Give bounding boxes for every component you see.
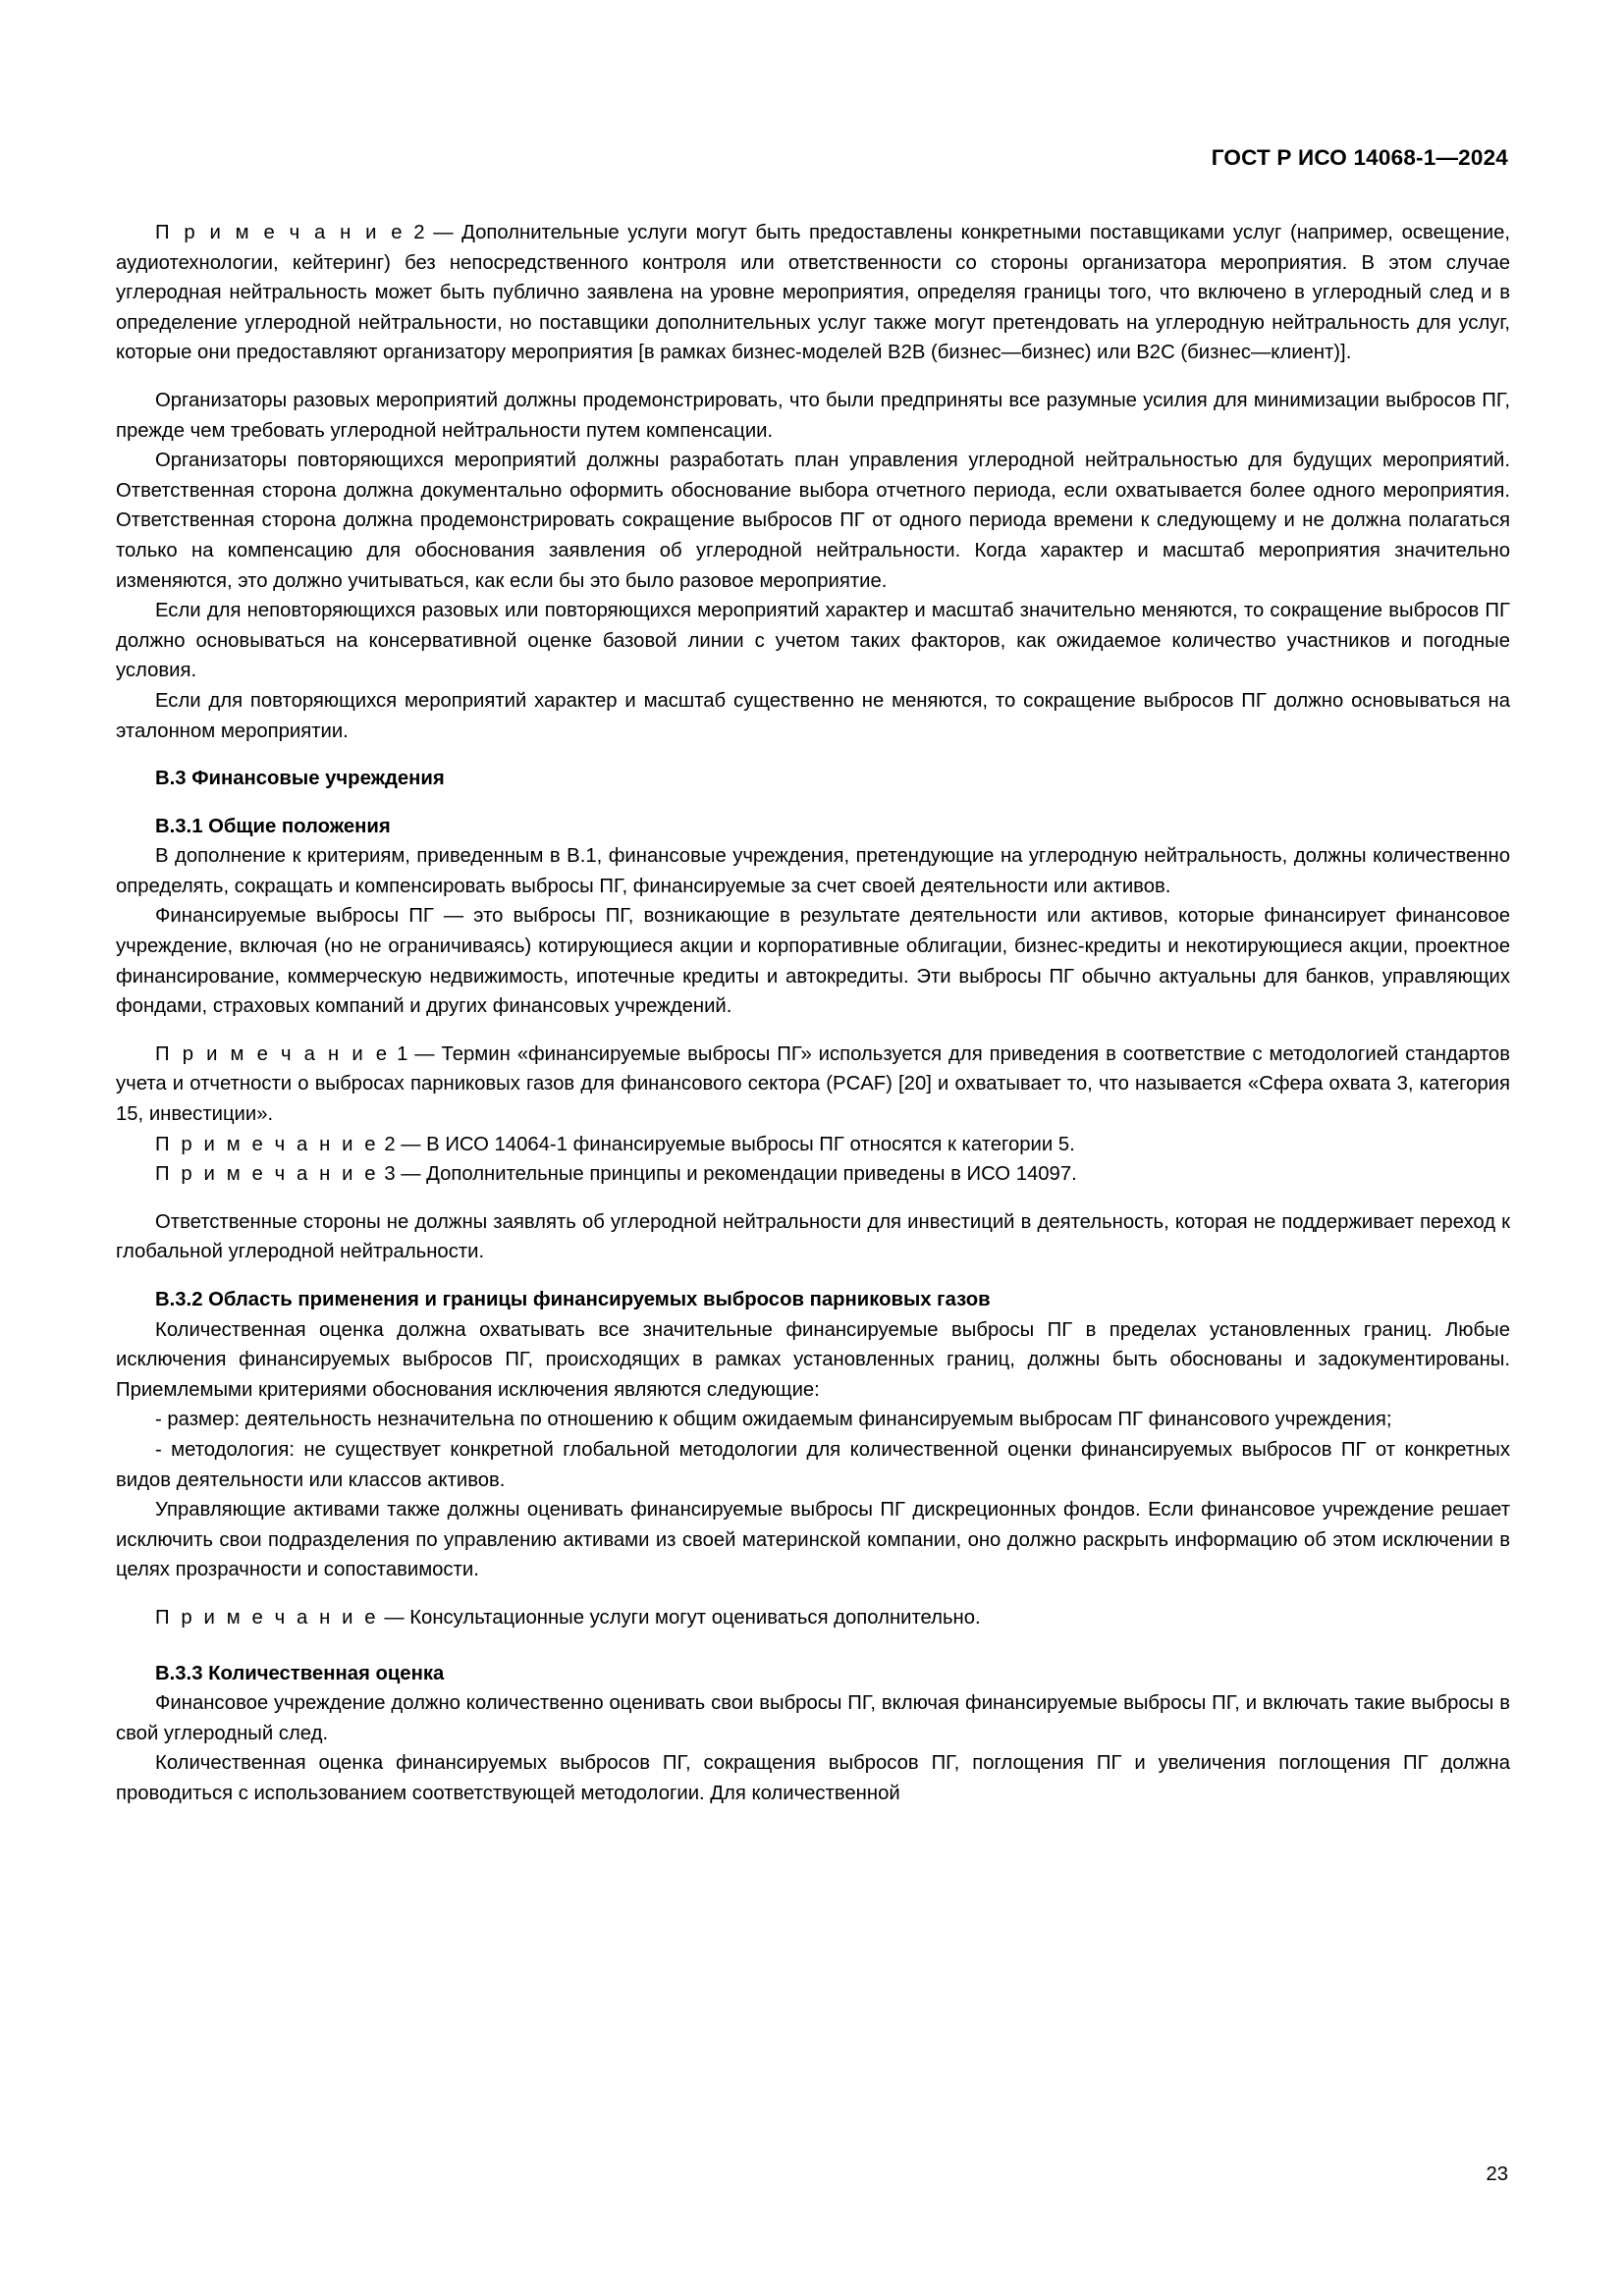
body-paragraph: Если для повторяющихся мероприятий характер и масштаб существенно не меняются, то сокращение выбросов ПГ должно основываться на эталонном мероприятии. bbox=[116, 689, 1510, 742]
paragraph-spacer bbox=[116, 746, 1510, 764]
page-content bbox=[116, 218, 1510, 1809]
paragraph-spacer bbox=[116, 368, 1510, 386]
body-paragraph: - размер: деятельность незначительна по отношению к общим ожидаемым финансируемым выбросам ПГ финансового учреждения; bbox=[155, 1409, 1392, 1431]
paragraph-spacer bbox=[116, 1022, 1510, 1040]
section-heading: В.3 Финансовые учреждения bbox=[155, 768, 445, 790]
page-number: 23 bbox=[1486, 2163, 1508, 2185]
note-number: 2 bbox=[405, 222, 425, 243]
note-label: П р и м е ч а н и е bbox=[155, 222, 406, 243]
note-text: — В ИСО 14064-1 финансируемые выбросы ПГ относятся к категории 5. bbox=[395, 1133, 1075, 1155]
body-paragraph: - методология: не существует конкретной глобальной методологии для количественной оценки финансируемых выбросов ПГ от конкретных видов деятельности или классов активов. bbox=[116, 1438, 1510, 1491]
paragraph-spacer bbox=[116, 1267, 1510, 1285]
body-paragraph: Финансовое учреждение должно количественно оценивать свои выбросы ПГ, включая финансируемые выбросы ПГ, и включать такие выбросы в свой углеродный след. bbox=[116, 1692, 1510, 1744]
section-heading: В.3.2 Область применения и границы финансируемых выбросов парниковых газов bbox=[155, 1289, 991, 1310]
note-label: П р и м е ч а н и е bbox=[155, 1606, 379, 1629]
paragraph-spacer bbox=[116, 1633, 1510, 1659]
note-number: 1 bbox=[390, 1042, 408, 1065]
body-paragraph: Количественная оценка финансируемых выбросов ПГ, сокращения выбросов ПГ, поглощения ПГ и увеличения поглощения ПГ должна проводиться с использованием соответствующей методологии. Для количественной bbox=[116, 1752, 1510, 1804]
body-paragraph: Ответственные стороны не должны заявлять об углеродной нейтральности для инвестиций в деятельность, которая не поддерживает переход к глобальной углеродной нейтральности. bbox=[116, 1210, 1510, 1263]
page-header bbox=[1212, 145, 1508, 171]
body-paragraph: Финансируемые выбросы ПГ — это выбросы ПГ, возникающие в результате деятельности или активов, которые финансирует финансовое учреждение, включая (но не ограничиваясь) котирующиеся акции и корпоративные облигации, бизнес-кредиты и некотирующиеся акции, проектное финансирование, коммерческую недвижимость, ипотечные кредиты и автокредиты. Эти выбросы ПГ обычно актуальны для банков, управляющих фондами, страховых компаний и других финансовых учреждений. bbox=[116, 905, 1510, 1018]
note-paragraph bbox=[116, 1603, 1510, 1633]
note-number: 3 bbox=[378, 1163, 396, 1186]
paragraph-spacer bbox=[116, 794, 1510, 812]
note-paragraph bbox=[116, 1159, 1510, 1190]
body-paragraph: В дополнение к критериям, приведенным в В.1, финансовые учреждения, претендующие на углеродную нейтральность, должны количественно определять, сокращать и компенсировать выбросы ПГ, финансируемые за счет своей деятельности или активов. bbox=[116, 845, 1510, 897]
section-heading: В.3.1 Общие положения bbox=[155, 815, 391, 837]
paragraph-spacer bbox=[116, 1190, 1510, 1207]
note-text: — Термин «финансируемые выбросы ПГ» используется для приведения в соответствие с методологией стандартов учета и отчетности о выбросах парниковых газов для финансового сектора (PCAF) [20] и охватывает то, что называется «Сфера охвата 3, категория 15, инвестиции». bbox=[116, 1042, 1510, 1126]
body-paragraph: Организаторы повторяющихся мероприятий должны разработать план управления углеродной нейтральностью для будущих мероприятий. Ответственная сторона должна документально оформить обоснование выбора отчетного периода, если охватывается более одного мероприятия. Ответственная сторона должна продемонстрировать сокращение выбросов ПГ от одного периода времени к следующему и не должна полагаться только на компенсацию для обоснования заявления об углеродной нейтральности. Когда характер и масштаб мероприятия значительно изменяются, это должно учитываться, как если бы это было разовое мероприятие. bbox=[116, 450, 1510, 592]
note-label: П р и м е ч а н и е bbox=[155, 1042, 391, 1065]
note-paragraph bbox=[116, 1040, 1510, 1130]
note-text: — Консультационные услуги могут оцениваться дополнительно. bbox=[378, 1606, 981, 1629]
note-text: — Дополнительные принципы и рекомендации приведены в ИСО 14097. bbox=[395, 1163, 1077, 1186]
note-number: 2 bbox=[378, 1133, 396, 1155]
body-paragraph: Если для неповторяющихся разовых или повторяющихся мероприятий характер и масштаб значительно меняются, то сокращение выбросов ПГ должно основываться на консервативной оценке базовой линии с учетом таких факторов, как ожидаемое количество участников и погодные условия. bbox=[116, 600, 1510, 682]
body-paragraph: Организаторы разовых мероприятий должны продемонстрировать, что были предприняты все разумные усилия для минимизации выбросов ПГ, прежде чем требовать углеродной нейтральности путем компенсации. bbox=[116, 389, 1510, 442]
note-paragraph bbox=[116, 218, 1510, 368]
paragraph-spacer bbox=[116, 1585, 1510, 1603]
note-label: П р и м е ч а н и е bbox=[155, 1163, 379, 1186]
body-paragraph: Количественная оценка должна охватывать все значительные финансируемые выбросы ПГ в пределах установленных границ. Любые исключения финансируемых выбросов ПГ, происходящих в рамках установленных границ, должны быть обоснованы и задокументированы. Приемлемыми критериями обоснования исключения являются следующие: bbox=[116, 1318, 1510, 1401]
body-paragraph: Управляющие активами также должны оценивать финансируемые выбросы ПГ дискреционных фондов. Если финансовое учреждение решает исключить свои подразделения по управлению активами из своей материнской компании, оно должно раскрыть информацию об этом исключении в целях прозрачности и сопоставимости. bbox=[116, 1499, 1510, 1581]
note-label: П р и м е ч а н и е bbox=[155, 1133, 379, 1155]
section-heading: В.3.3 Количественная оценка bbox=[155, 1662, 445, 1684]
standard-id: ГОСТ Р ИСО 14068-1—2024 bbox=[1211, 145, 1508, 170]
note-paragraph bbox=[116, 1130, 1510, 1160]
note-text: — Дополнительные услуги могут быть предоставлены конкретными поставщиками услуг (например, освещение, аудиотехнологии, кейтеринг) без непосредственного контроля или ответственности со стороны организатора мероприятия. В этом случае углеродная нейтральность может быть публично заявлена на уровне мероприятия, определяя границы того, что включено в углеродный след и в определение углеродной нейтральности, но поставщики дополнительных услуг также могут претендовать на углеродную нейтральность для услуг, которые они предоставляют организатору мероприятия [в рамках бизнес-моделей B2B (бизнес—бизнес) или B2C (бизнес—клиент)]. bbox=[116, 222, 1510, 364]
